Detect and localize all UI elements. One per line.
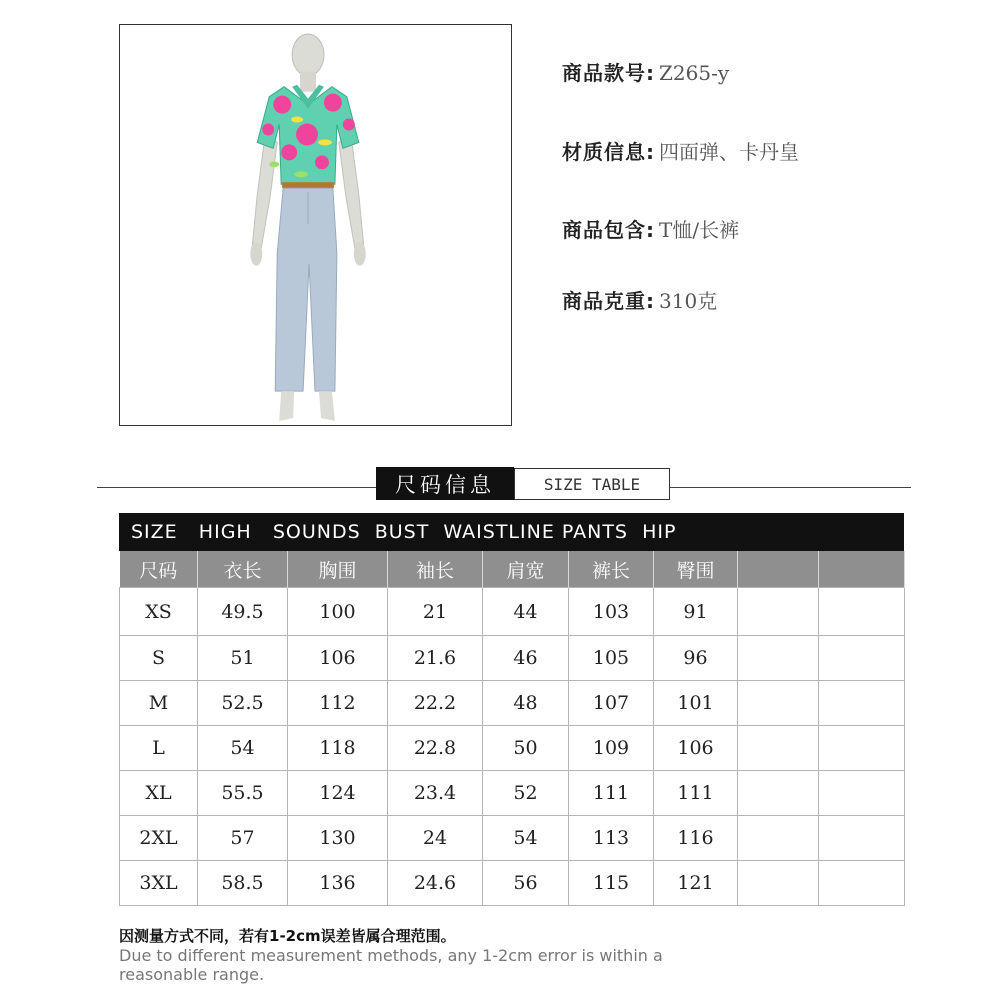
table-cell: 105 bbox=[569, 636, 654, 681]
table-cell: 103 bbox=[569, 588, 654, 636]
table-cell bbox=[819, 588, 905, 636]
table-cell: 22.8 bbox=[388, 726, 483, 771]
table-cell: 51 bbox=[198, 636, 288, 681]
size-table-english-header: SIZE HIGH SOUNDS BUST WAISTLINE PANTS HIP bbox=[119, 513, 904, 551]
table-cell: 46 bbox=[483, 636, 569, 681]
table-cell bbox=[738, 636, 819, 681]
table-cell: 22.2 bbox=[388, 681, 483, 726]
table-cell: 100 bbox=[288, 588, 388, 636]
column-header bbox=[819, 551, 905, 588]
table-row bbox=[120, 588, 905, 636]
table-cell bbox=[819, 726, 905, 771]
size-table bbox=[119, 513, 904, 906]
size-grid bbox=[119, 551, 905, 906]
column-header: 胸围 bbox=[288, 551, 388, 588]
info-row-style-no bbox=[562, 57, 729, 86]
table-cell: 49.5 bbox=[198, 588, 288, 636]
size-label-cell: XS bbox=[120, 588, 198, 636]
table-cell: 52 bbox=[483, 771, 569, 816]
size-label-cell: M bbox=[120, 681, 198, 726]
size-label-cell: L bbox=[120, 726, 198, 771]
table-cell: 106 bbox=[654, 726, 738, 771]
info-label: 商品款号: bbox=[562, 61, 655, 85]
table-cell: 56 bbox=[483, 861, 569, 906]
table-cell: 136 bbox=[288, 861, 388, 906]
info-row-weight bbox=[562, 285, 717, 314]
table-cell: 24 bbox=[388, 816, 483, 861]
table-cell: 23.4 bbox=[388, 771, 483, 816]
table-cell: 48 bbox=[483, 681, 569, 726]
column-header: 臀围 bbox=[654, 551, 738, 588]
info-value: 四面弹、卡丹皇 bbox=[659, 140, 799, 164]
size-label-cell: S bbox=[120, 636, 198, 681]
table-cell: 54 bbox=[198, 726, 288, 771]
table-row bbox=[120, 771, 905, 816]
table-cell: 118 bbox=[288, 726, 388, 771]
table-cell: 57 bbox=[198, 816, 288, 861]
info-value: T恤/长裤 bbox=[659, 218, 740, 242]
table-cell: 21 bbox=[388, 588, 483, 636]
table-cell bbox=[738, 816, 819, 861]
table-cell bbox=[738, 681, 819, 726]
table-row bbox=[120, 816, 905, 861]
table-cell: 109 bbox=[569, 726, 654, 771]
info-value: 310克 bbox=[659, 289, 718, 313]
column-header: 肩宽 bbox=[483, 551, 569, 588]
table-row bbox=[120, 681, 905, 726]
mannequin-outfit-image bbox=[120, 25, 511, 425]
info-value: Z265-y bbox=[659, 61, 730, 85]
table-cell: 50 bbox=[483, 726, 569, 771]
column-header: 裤长 bbox=[569, 551, 654, 588]
table-cell: 115 bbox=[569, 861, 654, 906]
table-row bbox=[120, 861, 905, 906]
table-cell bbox=[738, 588, 819, 636]
table-cell: 112 bbox=[288, 681, 388, 726]
table-cell: 21.6 bbox=[388, 636, 483, 681]
table-cell: 121 bbox=[654, 861, 738, 906]
info-label: 商品克重: bbox=[562, 289, 655, 313]
table-cell: 58.5 bbox=[198, 861, 288, 906]
table-cell: 52.5 bbox=[198, 681, 288, 726]
size-label-cell: XL bbox=[120, 771, 198, 816]
table-row bbox=[120, 726, 905, 771]
table-cell bbox=[738, 861, 819, 906]
table-cell: 111 bbox=[654, 771, 738, 816]
table-cell bbox=[819, 861, 905, 906]
table-cell: 124 bbox=[288, 771, 388, 816]
measurement-note-cn: 因测量方式不同，若有1-2cm误差皆属合理范围。 bbox=[119, 927, 456, 945]
size-section-title-en: SIZE TABLE bbox=[514, 468, 670, 500]
table-cell: 111 bbox=[569, 771, 654, 816]
info-row-material bbox=[562, 136, 799, 165]
table-row bbox=[120, 636, 905, 681]
column-header: 袖长 bbox=[388, 551, 483, 588]
table-cell: 96 bbox=[654, 636, 738, 681]
table-cell: 130 bbox=[288, 816, 388, 861]
info-row-contents bbox=[562, 214, 739, 243]
table-cell: 24.6 bbox=[388, 861, 483, 906]
size-label-cell: 2XL bbox=[120, 816, 198, 861]
column-header bbox=[738, 551, 819, 588]
table-cell: 107 bbox=[569, 681, 654, 726]
table-cell: 101 bbox=[654, 681, 738, 726]
table-cell: 116 bbox=[654, 816, 738, 861]
table-cell: 44 bbox=[483, 588, 569, 636]
table-cell bbox=[819, 636, 905, 681]
table-cell bbox=[819, 771, 905, 816]
size-section-title-cn: 尺码信息 bbox=[376, 467, 514, 500]
size-table-header-row bbox=[120, 551, 905, 588]
table-cell bbox=[738, 726, 819, 771]
info-label: 商品包含: bbox=[562, 218, 655, 242]
table-cell: 55.5 bbox=[198, 771, 288, 816]
table-cell: 54 bbox=[483, 816, 569, 861]
table-cell bbox=[738, 771, 819, 816]
table-cell: 113 bbox=[569, 816, 654, 861]
table-cell: 91 bbox=[654, 588, 738, 636]
size-label-cell: 3XL bbox=[120, 861, 198, 906]
table-cell: 106 bbox=[288, 636, 388, 681]
table-cell bbox=[819, 681, 905, 726]
info-label: 材质信息: bbox=[562, 140, 655, 164]
column-header: 尺码 bbox=[120, 551, 198, 588]
column-header: 衣长 bbox=[198, 551, 288, 588]
measurement-note-en: Due to different measurement methods, any 1-2cm error is within a reasonable range. bbox=[119, 946, 663, 984]
product-photo bbox=[119, 24, 512, 426]
table-cell bbox=[819, 816, 905, 861]
